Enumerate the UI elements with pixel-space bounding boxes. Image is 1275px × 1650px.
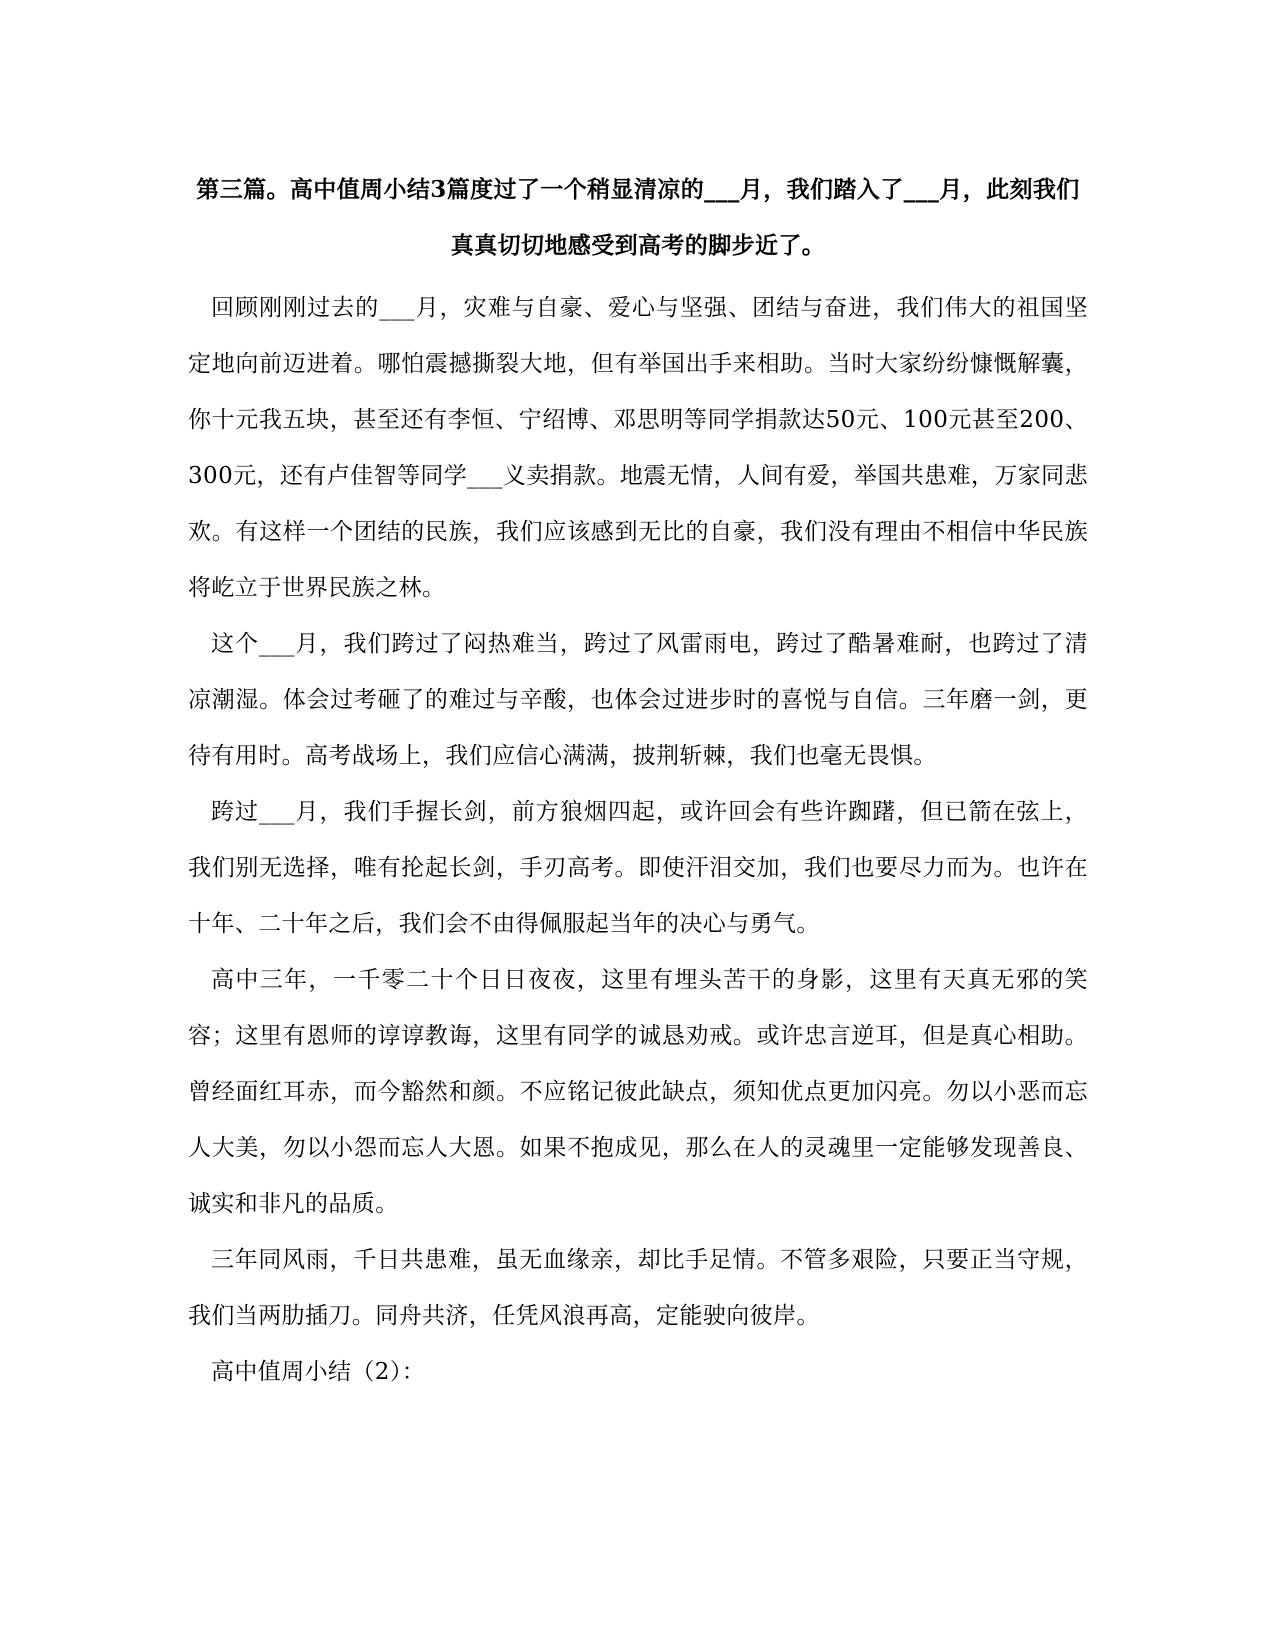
paragraph-4: 高中三年，一千零二十个日日夜夜，这里有埋头苦干的身影，这里有天真无邪的笑容；这里有恩师的谆谆教诲，这里有同学的诚恳劝戒。或许忠言逆耳，但是真心相助。曾经面红耳赤，而今豁然和颜。不应铭记彼此缺点，须知优点更加闪亮。勿以小恶而忘人大美，勿以小怨而忘人大恩。如果不抱成见，那么在人的灵魂里一定能够发现善良、诚实和非凡的品质。 [188, 967, 1088, 1217]
paragraph-5: 三年同风雨，千日共患难，虽无血缘亲，却比手足情。不管多艰险，只要正当守规，我们当两肋插刀。同舟共济，任凭风浪再高，定能驶向彼岸。 [188, 1247, 1088, 1329]
document-body [188, 280, 1088, 1400]
paragraph-2: 这个___月，我们跨过了闷热难当，跨过了风雷雨电，跨过了酷暑难耐，也跨过了清凉潮湿。体会过考砸了的难过与辛酸，也体会过进步时的喜悦与自信。三年磨一剑，更待有用时。高考战场上，我们应信心满满，披荆斩棘，我们也毫无畏惧。 [188, 631, 1088, 769]
paragraph-3: 跨过___月，我们手握长剑，前方狼烟四起，或许回会有些许踟躇，但已箭在弦上，我们别无选择，唯有抡起长剑，手刃高考。即使汗泪交加，我们也要尽力而为。也许在十年、二十年之后，我们会不由得佩服起当年的决心与勇气。 [188, 799, 1088, 937]
section-heading-2: 高中值周小结（2）： [211, 1359, 426, 1385]
document-title: 第三篇。高中值周小结3篇度过了一个稍显清凉的___月，我们踏入了___月，此刻我们真真切切地感受到高考的脚步近了。 [196, 176, 1080, 259]
paragraph-1: 回顾刚刚过去的___月，灾难与自豪、爱心与坚强、团结与奋进，我们伟大的祖国坚定地向前迈进着。哪怕震撼撕裂大地，但有举国出手来相助。当时大家纷纷慷慨解囊，你十元我五块，甚至还有李恒、宁绍博、邓思明等同学捐款达50元、100元甚至200、300元，还有卢佳智等同学___义卖捐款。地震无情，人间有爱，举国共患难，万家同悲欢。有这样一个团结的民族，我们应该感到无比的自豪，我们没有理由不相信中华民族将屹立于世界民族之林。 [188, 295, 1088, 601]
